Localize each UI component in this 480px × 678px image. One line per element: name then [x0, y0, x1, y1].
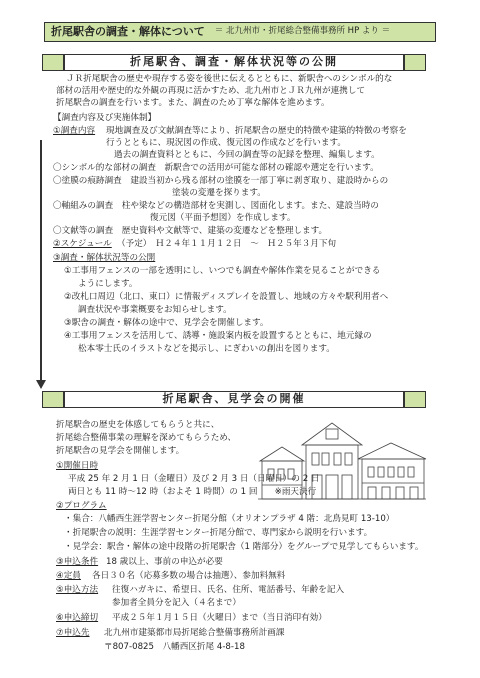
program-line: ・折尾駅舎の説明：生涯学習センター折尾分館で、専門家から説明を行います。 — [64, 528, 373, 538]
section-banner-investigation — [64, 54, 404, 71]
intro-line: 折尾駅舎の歴史を体感してもらうと共に、 — [56, 420, 220, 430]
date-line: 平成 25 年 2 月 1 日（金曜日）及び 2 月 3 日（日曜日）の 2 日 — [68, 474, 320, 484]
source-note: ＝ 北九州市・折尾総合整備事務所 HP より ＝ — [214, 26, 391, 37]
arrow-down-icon — [36, 380, 46, 389]
method-line: 参加者全員分を記入（４名まで） — [112, 598, 241, 608]
bullet-line: 復元図（平面予想図）を作成します。 — [150, 213, 296, 223]
method-line: 往復ハガキに、希望日、氏名、住所、電話番号、年齢を記入 — [112, 585, 345, 595]
intro-line: ＪＲ折尾駅舎の歴史や現存する姿を後世に伝えるとともに、新駅舎へのシンボル的な — [66, 74, 393, 84]
deadline-text: 平成２５年１月１５日（火曜日）まで（当日消印有効） — [112, 613, 327, 623]
requirement-label: ③申込条件 — [56, 557, 99, 567]
section-banner-title: 折尾駅舎、調査・解体状況等の公開 — [130, 55, 338, 69]
disclosure-line: ③駅舎の調査・解体の途中で、見学会を開催します。 — [64, 318, 269, 328]
bullet-line: 〇シンボル的な部材の調査 新駅舎での活用が可能な部材の確認や選定を行います。 — [53, 163, 379, 173]
intro-line: 折尾駅舎の調査を行います。また、調査のため丁寧な解体を進めます。 — [56, 98, 330, 108]
method-label: ⑤申込方法 — [56, 585, 99, 595]
capacity-label: ④定員 — [56, 571, 81, 581]
destination-label: ⑦申込先 — [56, 628, 90, 638]
program-line: ・集合：八幡西生涯学習センター折尾分館（オリオンプラザ 4 階：北鳥見町 13-10） — [64, 514, 395, 524]
destination-line: 北九州市建築都市局折尾総合整備事務所計画課 — [104, 628, 285, 638]
destination-line: 〒807-0825 八幡西区折尾 4-8-18 — [104, 642, 245, 652]
intro-line: 折尾総合整備事業の理解を深めてもらうため、 — [56, 433, 237, 443]
intro-line: 部材の活用や歴史的な外観の再現に活かすため、北九州市とＪＲ九州が連携して — [56, 86, 366, 96]
disclosure-line: 松本零士氏のイラストなどを掲示し、にぎわいの創出を図ります。 — [78, 344, 335, 354]
date-label: ①開催日時 — [56, 461, 99, 471]
page-header — [44, 22, 436, 42]
program-line: ・見学会：駅舎・解体の途中段階の折尾駅舎（1 階部分）をグループで見学してもらいます。 — [64, 542, 424, 552]
program-label: ②プログラム — [56, 501, 107, 511]
intro-line: 折尾駅舎の見学会を開催します。 — [56, 446, 185, 456]
bullet-line: 〇軸組みの調査 柱や梁などの構造部材を実測し、図面化します。また、建設当時の — [53, 201, 379, 211]
section-banner-tour — [64, 391, 404, 408]
item-text: 過去の調査資料とともに、今回の調査等の記録を整理、編集します。 — [114, 150, 380, 160]
bullet-line: 塗装の変遷を探ります。 — [172, 188, 266, 198]
item-text: 現地調査及び文献調査等により、折尾駅舎の歴史的特徴や建築的特徴の考察を — [106, 126, 407, 136]
bullet-line: 〇文献等の調査 歴史資料や文献等で、建築の変遷などを整理します。 — [53, 226, 328, 236]
schedule-label: ②スケジュール — [53, 239, 112, 249]
date-line: 両日とも 11 時～12 時（およそ 1 時間）の 1 回 ※雨天決行 — [68, 487, 317, 497]
disclosure-line: 調査状況や事業概要をお知らせします。 — [78, 305, 232, 315]
disclosure-line: ④工事用フェンスを活用して、誘導・施設案内板を設置するとともに、地元縁の — [64, 331, 372, 341]
bullet-line: 〇塗膜の痕跡調査 建設当初から残る部材の塗膜を一部丁寧に剥ぎ取り、建設時からの — [53, 176, 389, 186]
item-label: ①調査内容 — [53, 126, 96, 136]
disclosure-line: ようにします。 — [78, 279, 138, 289]
section-banner-title: 折尾駅舎、見学会の開催 — [162, 392, 306, 406]
requirement-text: 18 歳以上、事前の申込が必要 — [106, 557, 223, 567]
capacity-text: 各日３０名（応募多数の場合は抽選）、参加料無料 — [92, 571, 286, 581]
item-text: 行うとともに、現況図の作成、復元図の作成などを行います。 — [106, 138, 346, 148]
section-subhead: 【調査内容及び実施体制】 — [53, 113, 157, 123]
disclosure-line: ②改札口周辺（北口、東口）に情報ディスプレイを設置し、地域の方々や駅利用者へ — [64, 292, 389, 302]
deadline-label: ⑥申込締切 — [56, 613, 99, 623]
disclosure-label: ③調査・解体状況等の公開 — [53, 253, 156, 263]
page-title: 折尾駅舎の調査・解体について — [51, 24, 205, 38]
schedule-text: （予定） Ｈ２４年１１月１２日 ～ Ｈ２５年３月下旬 — [117, 239, 337, 249]
flow-arrow-line — [40, 140, 42, 383]
disclosure-line: ①工事用フェンスの一部を透明にし、いつでも調査や解体作業を見ることができる — [64, 266, 381, 276]
